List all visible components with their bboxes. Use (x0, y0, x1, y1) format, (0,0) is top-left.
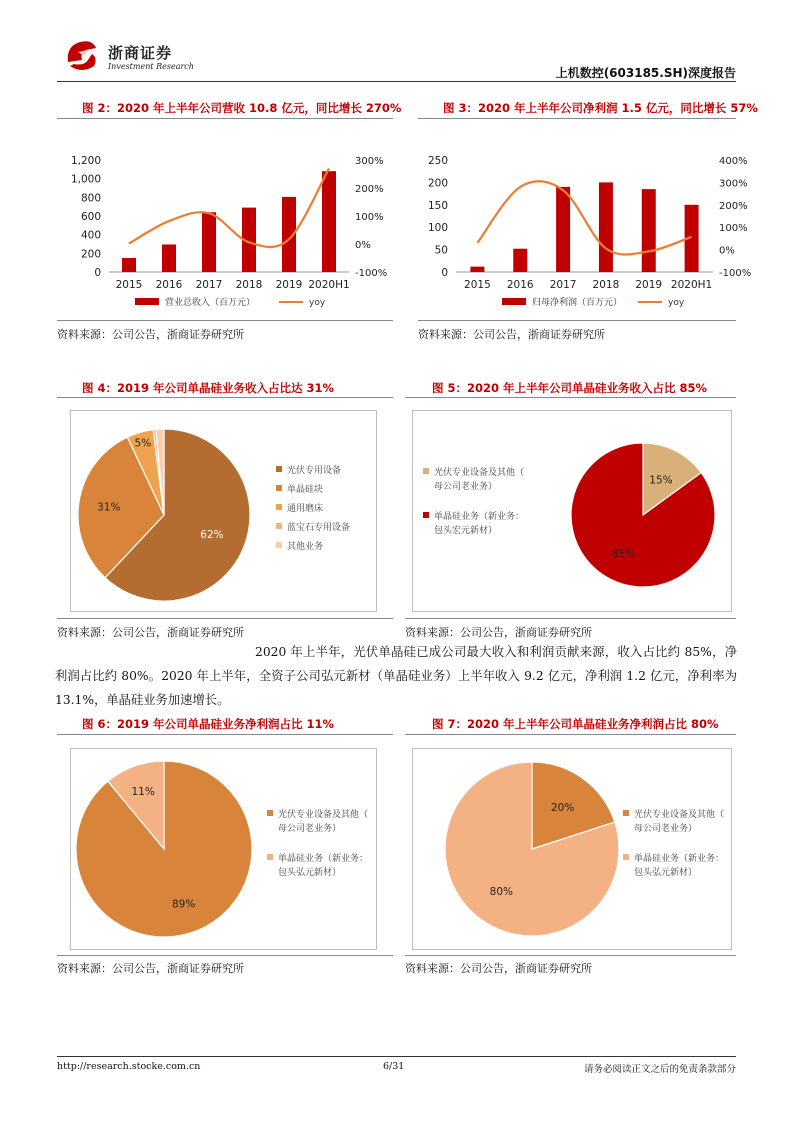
pie-data-label: 89% (172, 898, 196, 911)
header-rule (57, 81, 736, 82)
fig4-source: 资料来源：公司公告，浙商证券研究所 (57, 626, 244, 639)
y-tick-label: 1,200 (70, 155, 101, 167)
x-tick-label: 2017 (549, 279, 577, 291)
x-tick-label: 2019 (635, 279, 663, 291)
bar (322, 171, 336, 272)
y2-tick-label: 100% (719, 223, 748, 235)
y2-tick-label: 0% (719, 245, 735, 257)
y2-tick-label: -100% (355, 268, 388, 279)
fig7-source: 资料来源：公司公告，浙商证券研究所 (405, 962, 592, 975)
y-tick-label: 0 (94, 267, 101, 279)
legend-label: 单晶硅业务（新业务： (634, 854, 725, 864)
legend-swatch (276, 523, 282, 529)
legend-swatch (267, 854, 273, 860)
fig5-source-rule (405, 618, 736, 619)
y-tick-label: 100 (427, 222, 448, 235)
fig2-source: 资料来源：公司公告，浙商证券研究所 (57, 328, 244, 341)
legend-bar-swatch (135, 298, 159, 305)
fig2-title-rule (57, 118, 393, 119)
fig6-source-rule (57, 955, 393, 956)
legend-label: 母公司老业务） (634, 824, 698, 834)
legend-label: 光伏专业设备及其他（ (278, 810, 369, 820)
legend-label: 包头宏元新材） (434, 526, 498, 536)
fig4-frame (70, 410, 377, 612)
fig3-title-rule (418, 118, 736, 119)
legend-label: 单晶硅业务（新业务： (434, 512, 525, 522)
legend-swatch (276, 504, 282, 510)
y2-tick-label: 0% (355, 240, 371, 251)
footer-disclaimer: 请务必阅读正文之后的免责条款部分 (583, 1064, 736, 1075)
pie-data-label: 85% (611, 548, 636, 561)
fig2-title: 图 2：2020 年上半年公司营收 10.8 亿元，同比增长 270% (82, 101, 402, 115)
y2-tick-label: 300% (355, 156, 384, 167)
fig2-source-rule (57, 320, 393, 321)
y-tick-label: 400 (80, 229, 101, 242)
legend-bar-label: 归母净利润（百万元） (532, 298, 623, 308)
legend-swatch (276, 542, 282, 548)
legend-bar-label: 营业总收入（百万元） (165, 298, 256, 308)
fig6-title: 图 6：2019 年公司单晶硅业务净利润占比 11% (82, 717, 335, 731)
fig7-frame (412, 748, 732, 950)
x-tick-label: 2018 (592, 279, 620, 291)
legend-swatch (276, 466, 282, 472)
logo-cn: 浙商证券 (108, 44, 173, 62)
y2-tick-label: 200% (355, 184, 384, 195)
fig3-chart (418, 150, 752, 315)
legend-label: 光伏专业设备及其他（ (634, 810, 725, 820)
fig3-title: 图 3：2020 年上半年公司净利润 1.5 亿元，同比增长 57% (443, 101, 758, 115)
pie-data-label: 11% (131, 786, 155, 799)
legend-swatch (423, 468, 429, 474)
fig6-source: 资料来源：公司公告，浙商证券研究所 (57, 962, 244, 975)
bar (122, 258, 136, 272)
fig6-title-rule (57, 734, 393, 735)
y-tick-label: 600 (80, 211, 101, 223)
legend-bar-swatch (502, 298, 526, 305)
bar (470, 267, 484, 272)
yoy-line (129, 168, 329, 247)
y-tick-label: 50 (434, 244, 448, 257)
pie-data-label: 20% (551, 801, 575, 814)
y-tick-label: 150 (427, 199, 448, 212)
x-tick-label: 2015 (464, 279, 491, 291)
y-tick-label: 200 (427, 177, 448, 190)
fig5-title: 图 5：2020 年上半年公司单晶硅业务收入占比 85% (432, 381, 708, 395)
fig4-title-rule (57, 397, 393, 398)
x-tick-label: 2017 (195, 279, 223, 291)
x-tick-label: 2016 (155, 279, 183, 291)
y-tick-label: 0 (441, 267, 448, 279)
fig7-title: 图 7：2020 年上半年公司单晶硅业务净利润占比 80% (432, 717, 719, 731)
x-tick-label: 2015 (115, 279, 143, 291)
fig7-source-rule (405, 955, 736, 956)
y-tick-label: 1,000 (70, 173, 101, 186)
legend-swatch (276, 485, 282, 491)
footer-url[interactable]: http://research.stocke.com.cn (57, 1061, 201, 1072)
pie-data-label: 5% (134, 437, 152, 450)
y2-tick-label: -100% (719, 268, 752, 279)
legend-label: 光伏专用设备 (287, 466, 342, 476)
legend-line-label: yoy (668, 298, 685, 308)
legend-swatch (423, 512, 429, 518)
yoy-line (477, 181, 691, 254)
fig5-title-rule (405, 397, 736, 398)
bar (556, 187, 570, 272)
legend-label: 单晶硅业务（新业务： (278, 854, 369, 864)
report-title: 上机数控(603185.SH)深度报告 (555, 66, 736, 80)
y-tick-label: 250 (427, 155, 448, 167)
fig7-chart (413, 749, 731, 949)
pie-data-label: 80% (489, 886, 513, 899)
y2-tick-label: 100% (355, 212, 384, 223)
x-tick-label: 2020H1 (308, 279, 350, 291)
fig3-source: 资料来源：公司公告，浙商证券研究所 (418, 328, 605, 341)
legend-label: 母公司老业务） (278, 824, 342, 834)
legend-label: 单晶硅块 (287, 485, 324, 495)
bar (202, 212, 216, 272)
y-tick-label: 800 (80, 192, 101, 205)
fig7-title-rule (405, 734, 736, 735)
x-tick-label: 2016 (506, 279, 534, 291)
fig2-chart (57, 150, 393, 315)
y2-tick-label: 400% (719, 156, 748, 167)
bar (162, 244, 176, 272)
legend-label: 蓝宝石专用设备 (287, 523, 351, 533)
bar (513, 249, 527, 272)
bar (599, 182, 613, 272)
y2-tick-label: 300% (719, 178, 748, 190)
company-logo (62, 36, 102, 76)
legend-label: 光伏专业设备及其他（ (434, 468, 525, 478)
legend-label: 包头弘元新材） (278, 868, 342, 878)
fig6-frame (70, 748, 377, 950)
legend-swatch (623, 854, 629, 860)
logo-en: Investment Research (108, 62, 194, 71)
legend-swatch (267, 810, 273, 816)
legend-line-label: yoy (309, 298, 326, 308)
bar (642, 189, 656, 272)
y-tick-label: 200 (80, 248, 101, 261)
legend-swatch (623, 810, 629, 816)
page-number: 6/31 (383, 1061, 405, 1072)
fig4-source-rule (57, 618, 393, 619)
footer-rule (57, 1056, 736, 1057)
legend-label: 母公司老业务） (434, 482, 498, 492)
legend-label: 包头弘元新材） (634, 868, 698, 878)
x-tick-label: 2018 (235, 279, 263, 291)
fig5-chart (413, 411, 731, 611)
pie-data-label: 15% (649, 474, 673, 487)
y2-tick-label: 200% (719, 200, 748, 212)
fig5-frame (412, 410, 732, 612)
pie-data-label: 62% (200, 528, 224, 541)
x-tick-label: 2020H1 (670, 279, 713, 291)
fig3-source-rule (418, 320, 736, 321)
fig6-chart (71, 749, 376, 949)
x-tick-label: 2019 (275, 279, 303, 291)
body-paragraph: 2020 年上半年，光伏单晶硅已成公司最大收入和利润贡献来源，收入占比约 85%，净利润占比约 80%。2020 年上半年，全资子公司弘元新材（单晶硅业务）上半年收入 9.2 亿元，净利润 1.2 亿元，净利率为 13.1%，单晶硅业务加速增长。 (55, 645, 737, 707)
fig4-title: 图 4：2019 年公司单晶硅业务收入占比达 31% (82, 381, 335, 395)
fig4-chart (71, 411, 376, 611)
legend-label: 其他业务 (287, 542, 324, 552)
pie-data-label: 31% (97, 501, 121, 514)
legend-label: 通用磨床 (287, 504, 324, 514)
fig5-source: 资料来源：公司公告，浙商证券研究所 (405, 626, 592, 639)
